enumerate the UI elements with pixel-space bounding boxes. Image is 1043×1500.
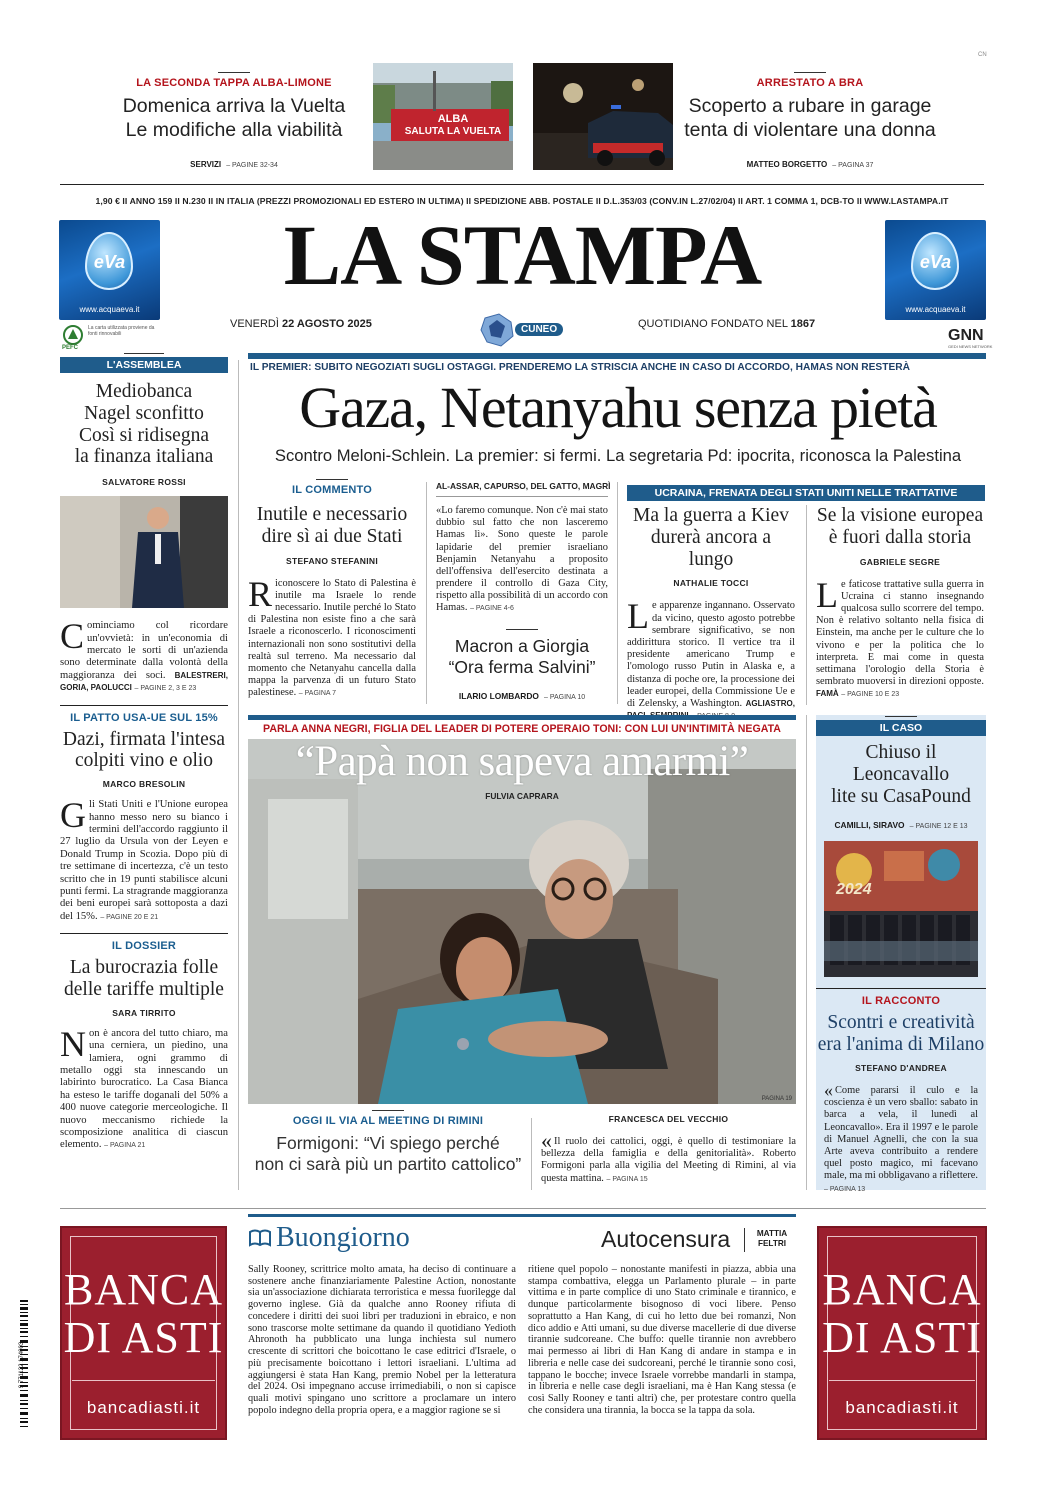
title-line: Mediobanca	[95, 381, 193, 402]
ukraine-article-b	[816, 505, 984, 700]
column-rule	[531, 1118, 532, 1190]
section-kicker: IL CASO	[816, 720, 986, 736]
ad-line: BANCA	[63, 1265, 224, 1314]
article-author: NATHALIE TOCCI	[673, 578, 749, 589]
article-title[interactable]	[248, 504, 416, 548]
teaser-photo-vuelta[interactable]	[373, 63, 513, 170]
teaser-kicker: ARRESTATO A BRA	[756, 77, 864, 89]
teaser-headline: Domenica arriva la Vuelta	[122, 95, 346, 117]
title-line: delle tariffe multiple	[64, 979, 224, 1001]
title-line: Inutile e necessario	[256, 504, 408, 525]
article-body	[60, 1023, 228, 1152]
feature-kicker: PARLA ANNA NEGRI, FIGLIA DEL LEADER DI POTERE OPERAIO TONI: CON LUI UN'INTIMITÀ NEGATA	[263, 723, 781, 735]
byline: AGLIASTRO,	[745, 698, 795, 708]
eva-url: www.acquaeva.it	[905, 305, 966, 314]
banca-asti-ad-right[interactable]	[817, 1226, 987, 1440]
title-line: Ma la guerra a Kiev	[633, 505, 789, 526]
sub-article-ref	[436, 684, 608, 703]
pefc-text: La carta utilizzata proviene da fonti rinnovabili	[88, 325, 155, 337]
body-text: on è ancora del tutto chiaro, ma una cerniera, un piedino, una lamiera, ogni grammo di metallo oggi sta innescando un labirinto burocratico. La Casa Bianca ha esteso le tariffe doganali del 50% a 400 nuove categorie merceologiche. Il nuovo meccanismo richiede la scomposizione analitica di ciascun elemento.	[60, 1027, 228, 1151]
article-body	[248, 573, 416, 700]
buongiorno-top-bar	[248, 1214, 796, 1217]
photo-credit-ref: PAGINA 19	[761, 1096, 792, 1102]
eva-url: www.acquaeva.it	[79, 305, 140, 314]
dateline-strip: 1,90 € II ANNO 159 II N.230 II IN ITALIA (PREZZI PROMOZIONALI ED ESTERO IN ULTIMA) II SPEDIZIONE ABB. POSTALE II D.L.353/03 (CONV.IN L.27/02/04) II ART. 1 COMMA 1, DCB-TO II WWW.LASTAMPA.IT	[95, 196, 949, 206]
right-column	[816, 715, 986, 1193]
date-value: 22 AGOSTO 2025	[281, 318, 372, 330]
lead-authors: AL-ASSAR, CAPURSO, DEL GATTO, MAGRÌ	[436, 481, 611, 491]
barcode-digits: 9 771122 174003	[19, 1341, 25, 1389]
divider	[124, 353, 164, 354]
gnn-sub: GEDI NEWS NETWORK	[948, 344, 993, 349]
column-rule	[426, 482, 427, 704]
article-body: « Come pararsi il culo e la coscienza è un vero sballo: sabato in barca a vela, il lunedì al Leoncavallo». Era il 1997 e le parole di Manuel Agnelli, che con la sua Arte aveva contribuito a rendere quel posto magico, mi facevano male, ma mi obbligavano a riflettere. – PAGINA 13	[824, 1080, 978, 1193]
page-ref[interactable]: – PAGINA 15	[606, 1175, 648, 1183]
body-text: Il ruolo dei cattolici, oggi, è quello di testimoniare la bellezza della famiglia e della genitorialità». Roberto Formigoni parla alla vigilia del Meeting di Rimini, al via questa mattina.	[541, 1136, 796, 1184]
teaser-pages: – PAGINE 32-34	[226, 162, 278, 169]
page-ref[interactable]: – PAGINE 12 E 13	[909, 823, 968, 831]
title-line: è fuori dalla storia	[828, 526, 972, 548]
founded-label: QUOTIDIANO FONDATO NEL	[638, 318, 788, 330]
body-text: e faticose trattative sulla guerra in Ucraina ci stanno insegnando qualcosa sullo scorrere del tempo. Non è relativo soltanto nella fisica di Einstein, ma anche per le culture che lo vivono e per la politica che lo interpreta. E mai come in questa settimana l'orologio della Storia è sembrato muoversi in direzioni opposte.	[816, 578, 984, 688]
author-line: MATTIA	[756, 1229, 788, 1238]
commento-article	[248, 479, 416, 699]
feature-top-bar	[248, 715, 796, 720]
sub-article-title[interactable]	[436, 636, 608, 678]
ad-separator	[72, 1380, 215, 1381]
teaser-headline: Scoperto a rubare in garage	[688, 95, 932, 117]
dropcap: N	[60, 1023, 86, 1064]
column-rule	[617, 482, 618, 704]
section-kicker: L'ASSEMBLEA	[60, 357, 228, 373]
lead-center-article	[436, 481, 611, 703]
photo-nagel	[60, 496, 228, 608]
teaser-ref	[675, 152, 945, 171]
pefc-logo	[62, 325, 162, 355]
buongiorno-title[interactable]: Autocensura	[601, 1226, 731, 1252]
sub-author: ILARIO LOMBARDO	[458, 690, 539, 701]
teaser-pages: – PAGINA 37	[832, 162, 874, 169]
dropcap: R	[248, 573, 273, 614]
pefc-tree-icon	[62, 325, 84, 347]
ukraine-bar: UCRAINA, FRENATA DEGLI STATI UNITI NELLE TRATTATIVE	[627, 485, 985, 501]
article-author: SALVATORE ROSSI	[102, 477, 186, 488]
edition-map-icon	[477, 310, 517, 350]
ad-url: bancadiasti.it	[86, 1398, 201, 1417]
banner-text: SALUTA LA VUELTA	[404, 126, 502, 137]
title-line: lite su CasaPound	[831, 785, 971, 807]
lead-top-bar	[248, 353, 986, 359]
byline: FAMÀ	[816, 689, 839, 699]
wall-graffiti: 2024	[836, 881, 872, 899]
feature-author: FULVIA CAPRARA	[485, 791, 559, 801]
teaser-left[interactable]	[100, 72, 368, 172]
corner-code: CN	[978, 52, 987, 58]
column-rule	[238, 360, 239, 1190]
divider	[372, 1110, 404, 1111]
title-line: Scontri e creatività	[827, 1012, 975, 1034]
section-kicker: IL DOSSIER	[111, 940, 177, 953]
article-author: STEFANO D'ANDREA	[855, 1063, 947, 1074]
buongiorno-label[interactable]: Buongiorno	[276, 1222, 410, 1253]
page-ref[interactable]: – PAGINA 21	[104, 1142, 146, 1150]
eva-ad-right[interactable]	[885, 220, 986, 320]
teaser-right[interactable]	[675, 72, 945, 172]
ad-url: bancadiasti.it	[845, 1398, 959, 1417]
buongiorno-text-col2: ritiene quel popolo – nonostante manifesti in piazza, abbia una stampa combattiva, elegga un Parlamento plurale – in parte vittima e in parte complice di uno Stato criminale e tirannico, e dunque particolarmente bisognoso di voci libere. Penso soprattutto a Han Kang, di cui ho letto due bei romanzi, Non dico addio e Atti umani, su due diverse macellerie di due diverse tirannie sudcoreane. Che buffo: quelle tirannie non avrebbero mai permesso ai libri di Han Kang di andare in stampa e in libreria e nelle case dei sudcoreani, perché le tirannie sono così, tappano le bocche; invece Israele vorrebbe mandarli in stampa, in libreria e nelle case degli israeliani, ma è Han Kang stessa (e così Sally Rooney e tanti altri) che, per protestare contro quella che considera una tirannia, la bocca se la tappa da sola.	[528, 1264, 796, 1416]
formigoni-article	[248, 1110, 528, 1175]
left-column	[60, 353, 228, 1152]
section-kicker: IL PATTO USA-UE SUL 15%	[70, 711, 218, 724]
column-rule	[806, 505, 807, 705]
body-text: ominciamo col ricordare un'ovvietà: in un'economia di mercato le sorti di un'azienda sono determinate dalla volontà della maggioranza dei soci.	[60, 620, 228, 681]
divider	[794, 72, 826, 73]
teaser-ref	[100, 152, 368, 171]
rule	[60, 1208, 986, 1209]
teaser-section: SERVIZI	[190, 160, 222, 169]
article-body	[627, 596, 795, 722]
masthead-founded	[638, 318, 815, 330]
eva-brand: eVa	[919, 252, 952, 272]
buongiorno-text-col1: Sally Rooney, scrittrice molto amata, ha deciso di continuare a sostenere anche finanziariamente Palestine Action, nonostante sia un'associazione dichiarata terroristica e messa fuorilegge dal governo inglese. Già da qualche anno Rooney rifiuta di concedere i diritti dei suoi libri per traduzioni in ebraico, e non sono trascorse molte settimane da quando il quotidiano Yedioth Ahronoth ha pubblicato una lunga inchiesta sul numero crescente di scrittori che boicottano le case editrici d'Israele, o più precisamente boicottano i lettori israeliani. L'ultima ad aggiungersi è stata Han Kang, premio Nobel per la letteratura del 2024. Osi impegnano accuse irrimediabili, o non si capisce quali motivi spingano uno scrittore a proclamare un intero popolo indegno della propria opera, e a maggior ragione se si	[248, 1264, 516, 1416]
article-title[interactable]	[816, 505, 984, 549]
divider	[506, 629, 538, 630]
ad-line: DI ASTI	[63, 1313, 224, 1362]
article-title[interactable]	[60, 957, 228, 1001]
title-line: Chiuso il Leoncavallo	[852, 742, 950, 785]
byline: BALESTRERI, GORIA, PAOLUCCI	[60, 670, 228, 693]
section-kicker: IL RACCONTO	[861, 995, 941, 1008]
article-title[interactable]	[248, 1133, 528, 1175]
page-ref[interactable]: – PAGINE 4-6	[470, 605, 514, 613]
teaser-photo-carabinieri[interactable]	[533, 63, 673, 170]
page-ref[interactable]: – PAGINA 13	[824, 1185, 866, 1193]
lead-subhead: Scontro Meloni-Schlein. La premier: si fermi. La segretaria Pd: ipocrita, riconosca la Palestina	[274, 446, 962, 465]
edition-badge[interactable]: CUNEO	[515, 323, 563, 336]
section-kicker: OGGI IL VIA AL MEETING DI RIMINI	[292, 1115, 484, 1127]
buongiorno-column	[248, 1214, 796, 1444]
book-icon	[248, 1228, 272, 1248]
feature-headline[interactable]: “Papà non sapeva amarmi”	[295, 739, 749, 785]
photo-leoncavallo	[824, 841, 978, 977]
masthead-date	[230, 318, 372, 330]
article-body	[816, 574, 984, 701]
dropcap: L	[627, 596, 649, 637]
founded-year: 1867	[790, 318, 816, 330]
teaser-headline: tenta di violentare una donna	[684, 119, 936, 141]
section-kicker: IL COMMENTO	[291, 484, 373, 496]
ad-line: BANCA	[822, 1265, 982, 1314]
dropcap: L	[816, 574, 838, 615]
title-line: Nagel sconfitto	[84, 402, 204, 424]
page-ref[interactable]: – PAGINA 10	[544, 693, 586, 701]
rule	[60, 184, 984, 185]
divider	[316, 479, 348, 480]
title-line: la finanza italiana	[74, 446, 214, 468]
article-body	[60, 795, 228, 923]
title-line: “Ora ferma Salvini”	[448, 656, 596, 677]
teaser-headline: Le modifiche alla viabilità	[125, 119, 343, 141]
title-line: Macron a Giorgia	[454, 635, 590, 656]
article-author: CAMILLI, SIRAVO	[834, 820, 905, 831]
author-line: FELTRI	[757, 1238, 787, 1248]
formigoni-body	[541, 1114, 796, 1185]
title-line: La burocrazia folle	[69, 957, 219, 979]
buongiorno-author	[750, 1229, 794, 1249]
divider	[885, 716, 917, 717]
article-author: SARA TIRRITO	[112, 1007, 176, 1018]
title-line: dire sì ai due Stati	[261, 525, 403, 547]
pefc-label: PEFC	[62, 345, 79, 351]
title-line: colpiti vino e olio	[74, 750, 214, 772]
title-line: Se la visione europea	[816, 505, 984, 526]
body-text: «Lo faremo comunque. Non c'è mai stato dubbio sul fatto che non lasceremo Hamas lì». Sono queste le parole lapidarie del premier israeliano Benjamin Netanyahu a proposito dell'offensiva dell'esercito destinata a prendere il controllo di Gaza City, rispetto alla possibilità di un accordo con Hamas.	[436, 505, 608, 614]
title-line: Dazi, firmata l'intesa	[62, 728, 226, 750]
title-line: non ci sarà più un partito cattolico”	[254, 1154, 522, 1174]
ad-line: DI ASTI	[822, 1313, 982, 1362]
body-text: Come pararsi il culo e la coscienza è un vero sballo: sabato in barca a vela, il lunedì al Leoncavallo». Era il 1997 e le parole di Manuel Agnelli, che con la sua Arte aveva contribuito a rendere quel posto magico, mi facevano male, ma mi obbligavano a riflettere.	[824, 1085, 978, 1182]
eva-ad-left[interactable]	[59, 220, 160, 320]
body-text: iconoscere lo Stato di Palestina è inutile ma Israele lo rende necessario. Inutile perché lo Stato di Palestina non esiste fino a che sarà Israele a riconoscerlo. I riconoscimenti internazionali non sono sostitutivi della realtà sul terreno. Ma necessario dal momento che Netanyahu cancella dalla mappa la parvenza di un futuro Stato palestinese.	[248, 577, 416, 699]
teaser-author: MATTEO BORGETTO	[746, 160, 828, 169]
divider	[744, 1228, 745, 1252]
dropcap: C	[60, 616, 85, 657]
feature-photo[interactable]	[248, 739, 796, 1104]
article-title[interactable]	[816, 1012, 986, 1056]
page-ref[interactable]: – PAGINE 20 E 21	[100, 913, 159, 921]
dropcap: G	[60, 795, 86, 836]
article-body: « Il ruolo dei cattolici, oggi, è quello di testimoniare la bellezza della famiglia e della genitorialità». Roberto Formigoni parla alla vigilia del Meeting di Rimini, al via questa mattina. – PAGINA 15	[541, 1128, 796, 1184]
lead-kicker: IL PREMIER: SUBITO NEGOZIATI SUGLI OSTAGGI. PRENDEREMO LA STRISCIA ANCHE IN CASO DI ACCORDO, HAMAS NON RESTERÀ	[250, 362, 910, 373]
masthead-title[interactable]: LA STAMPA	[283, 207, 762, 303]
ad-separator	[829, 1380, 975, 1381]
lead-headline[interactable]: Gaza, Netanyahu senza pietà	[299, 375, 937, 440]
page-ref[interactable]: – PAGINE 2, 3 E 23	[134, 685, 197, 693]
article-body	[436, 505, 608, 615]
body-text: e apparenze ingannano. Osservato da vicino, questo agosto potrebbe sembrare significativo, se non addirittura storico. Il vertice tra il presidente americano Trump e l'omologo russo Putin in Alaska e, a distanza di poche ore, la processione dei leader europei, della Commissione Ue e di Zelensky, a Washington.	[627, 600, 795, 709]
article-author: FRANCESCA DEL VECCHIO	[608, 1114, 729, 1124]
barcode	[12, 1300, 30, 1440]
column-rule	[806, 715, 807, 1190]
title-line: Formigoni: “Vi spiego perché	[276, 1133, 500, 1153]
article-body	[60, 616, 228, 694]
page-ref[interactable]: – PAGINE 10 E 23	[841, 691, 900, 699]
article-author: STEFANO STEFANINI	[286, 555, 378, 566]
divider	[218, 72, 250, 73]
photo-night-car	[533, 63, 673, 170]
article-title[interactable]	[816, 742, 986, 807]
body-text: li Stati Uniti e l'Unione europea hanno messo nero su bianco i termini dell'accordo raggiunto il 27 luglio da Ursula von der Leyen e Donald Trump in Scozia. Dopo più di tre settimane di incertezza, c'è un testo scritto che in 19 punti stabilisce alcuni punti fermi. La stragrande maggioranza dei beni europei sarà sottoposta a dazi del 15%.	[60, 799, 228, 922]
article-ref	[816, 813, 986, 832]
eva-brand: eVa	[93, 252, 126, 272]
article-title[interactable]	[627, 505, 795, 570]
page-ref[interactable]: – PAGINA 7	[298, 690, 337, 698]
title-line: durerà ancora a lungo	[650, 526, 772, 570]
date-day: VENERDÌ	[230, 318, 279, 330]
article-title[interactable]	[60, 381, 228, 468]
title-line: era l'anima di Milano	[817, 1034, 985, 1056]
title-line: Così si ridisegna	[79, 424, 209, 446]
article-author: MARCO BRESOLIN	[102, 779, 186, 790]
article-author: GABRIELE SEGRE	[859, 556, 941, 567]
article-title[interactable]	[60, 729, 228, 773]
banca-asti-ad-left[interactable]	[60, 1226, 227, 1440]
ukraine-article-a	[627, 505, 795, 722]
gnn-logo: GNN	[948, 327, 984, 344]
banner-text: ALBA	[437, 113, 469, 125]
teaser-kicker: LA SECONDA TAPPA ALBA-LIMONE	[136, 77, 332, 89]
